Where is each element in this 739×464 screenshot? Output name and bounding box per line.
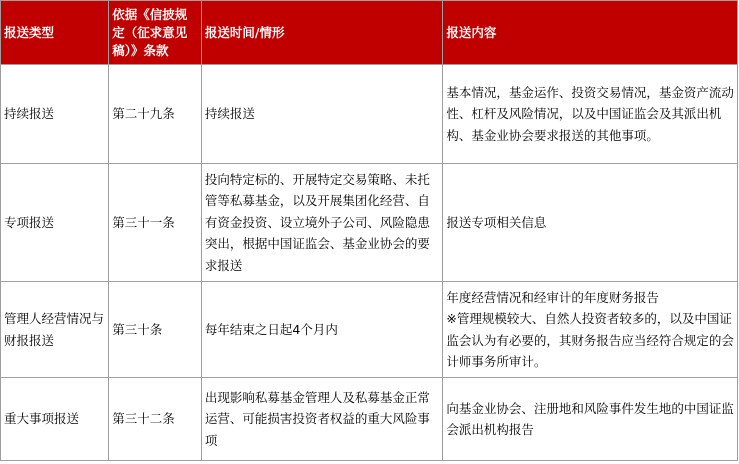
table-row — [1, 282, 738, 378]
row-content-cell — [443, 282, 738, 378]
row-content: 基本情况，基金运作、投资交易情况，基金资产流动性、杠杆及风险情况，以及中国证监会及其派出机构、基金业协会要求报送的其他事项。 — [443, 65, 738, 164]
row-content-note: ※管理规模较大、自然人投资者较多的，以及中国证监会认为有必要的，其财务报告应当经符合规定的会计师事务所审计。 — [446, 311, 734, 369]
row-timing: 投向特定标的、开展特定交易策略、未托管等私募基金，以及开展集团化经营、自有资金投资、设立境外子公司、风险隐患突出，根据中国证监会、基金业协会的要求报送 — [201, 164, 443, 282]
row-clause: 第三十条 — [109, 282, 202, 378]
row-type: 管理人经营情况与财报报送 — [1, 282, 109, 378]
row-timing: 持续报送 — [201, 65, 443, 164]
row-type: 重大事项报送 — [1, 378, 109, 461]
row-timing: 每年结束之日起4个月内 — [201, 282, 443, 378]
row-clause: 第三十二条 — [109, 378, 202, 461]
header-timing: 报送时间/情形 — [201, 1, 443, 65]
row-timing: 出现影响私募基金管理人及私募基金正常运营、可能损害投资者权益的重大风险事项 — [201, 378, 443, 461]
row-content: 向基金业协会、注册地和风险事件发生地的中国证监会派出机构报告 — [443, 378, 738, 461]
header-content: 报送内容 — [443, 1, 738, 65]
table-row — [1, 65, 738, 164]
row-content: 报送专项相关信息 — [443, 164, 738, 282]
row-content-main: 年度经营情况和经审计的年度财务报告 — [446, 289, 659, 305]
row-clause: 第二十九条 — [109, 65, 202, 164]
header-basis: 依据《信披规定（征求意见稿）》条款 — [109, 1, 202, 65]
table-header-row — [1, 1, 738, 65]
row-type: 专项报送 — [1, 164, 109, 282]
row-clause: 第三十一条 — [109, 164, 202, 282]
row-type: 持续报送 — [1, 65, 109, 164]
header-type: 报送类型 — [1, 1, 109, 65]
table-row — [1, 164, 738, 282]
table-row — [1, 378, 738, 461]
